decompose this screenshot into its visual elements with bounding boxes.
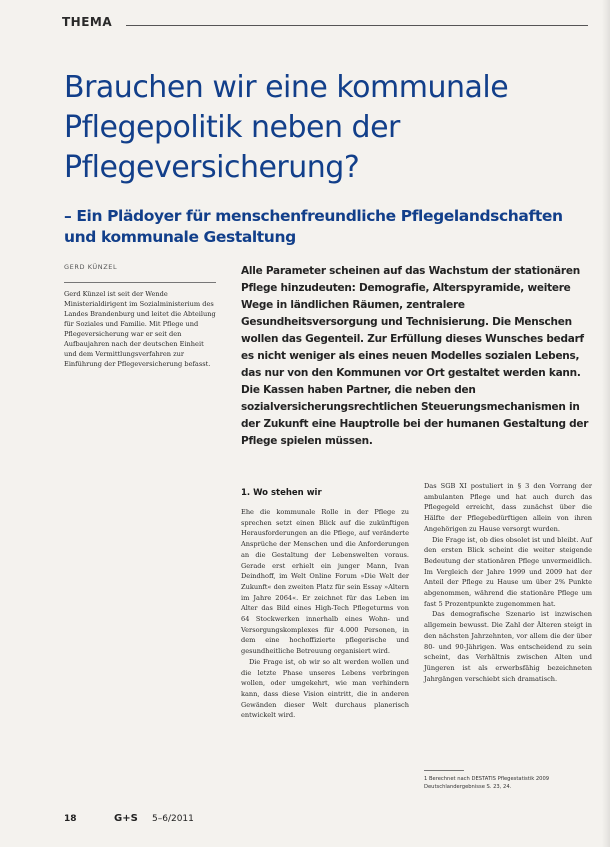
- header-rule: [126, 25, 588, 26]
- article-headline: Brauchen wir eine kommunale Pflegepolitik neben der Pflegeversicherung?: [64, 70, 509, 185]
- paragraph: Das SGB XI postuliert in § 3 den Vorrang der ambulanten Pflege und hat auch durch das Pflegegeld erreicht, dass zunächst über die Hälfte der Pflegebedürftigen allein von ihren Angehörigen zu Hause versorgt wurden.: [424, 482, 592, 533]
- text-column-left: [241, 507, 409, 721]
- scan-shadow: [602, 0, 610, 847]
- issue-number: 5–6/2011: [152, 814, 194, 824]
- page-number: 18: [64, 814, 77, 824]
- author-bio: Gerd Künzel ist seit der Wende Ministerialdirigent im Sozialministerium des Landes Brandenburg und leitet die Abteilung für Soziales und Familie. Mit Pflege und Pflegeversicherung war er seit den Aufbaujahren nach der deutschen Einheit und dem Vermittlungsverfahren zur Einführung der Pflegeversicherung befasst.: [64, 290, 216, 368]
- paragraph: Die Frage ist, ob wir so alt werden wollen und die letzte Phase unseres Lebens verbringen wollen, oder umgekehrt, wie man verhindern kann, dass diese Vision eintritt, die in anderen Gewänden dieser Welt durchaus planerisch entwickelt wird.: [241, 657, 409, 720]
- paragraph: Die Frage ist, ob dies obsolet ist und bleibt. Auf den ersten Blick scheint die weiter steigende Bedeutung der stationären Pflege unvermeidlich. Im Vergleich der Jahre 1999 und 2009 hat der Anteil der Pflege zu Hause um über 2% Punkte abgenommen, während die stationäre Pflege um fast 5 Prozentpunkte zugenommen hat.: [424, 535, 592, 608]
- author-name: GERD KÜNZEL: [64, 263, 118, 271]
- article-subheadline: – Ein Plädoyer für menschenfreundliche Pflegelandschaften und kommunale Gestaltung: [64, 207, 563, 246]
- article-teaser: Alle Parameter scheinen auf das Wachstum der stationären Pflege hinzudeuten: Demografie, Alterspyramide, weitere Wege in ländlichen Räumen, zentralere Gesundheitsversorgung und Technisierung. Die Menschen wollen das Gegenteil. Zur Erfüllung dieses Wunsches bedarf es nicht weniger als eines neuen Modelles sozialen Lebens, das nur von den Kommunen vor Ort gestaltet werden kann. Die Kassen haben Partner, die neben den sozialversicherungsrechtlichen Steuerungsmechanismen in der Zukunft eine Hauptrolle bei der humanen Gestaltung der Pflege spielen müssen.: [241, 265, 589, 447]
- paragraph: Ehe die kommunale Rolle in der Pflege zu sprechen setzt einen Blick auf die zukünftigen Herausforderungen an die Pflege, auf veränderte Ansprüche der Menschen und die Anforderungen an die Gestaltung der Lebenswelten voraus. Gerade erst erhielt ein junger Mann, Ivan Deindhoff, im Welt Online Forum »Die Welt der Zukunft« den zweiten Platz für sein Essay »Altern im Jahre 2064«. Er zeichnet für das Leben im Alter das Bild eines High-Tech Pflegeturms von 64 Stockwerken innerhalb eines Wohn- und Versorgungskomplexes für 4.000 Personen, in dem eine hochoffizierte pflegerische und gesundheitliche Betreuung organisiert wird.: [241, 508, 409, 656]
- section-label: THEMA: [62, 15, 113, 29]
- text-column-right: [424, 481, 592, 684]
- author-divider: [64, 282, 216, 283]
- journal-name: G+S: [114, 813, 138, 824]
- footnote: 1 Berechnet nach DESTATIS Pflegestatistik 2009 Deutschlandergebnisse S. 23, 24.: [424, 776, 550, 790]
- section-heading: 1. Wo stehen wir: [241, 488, 322, 498]
- footnote-divider: [424, 770, 464, 771]
- paragraph: Das demografische Szenario ist inzwischen allgemein bewusst. Die Zahl der Älteren steigt in den nächsten Jahrzehnten, vor allem die der über 80- und 90-Jährigen. Was entscheidend zu sein scheint, das Verhältnis zwischen Alten und Jüngeren ist als erwerbsfähig bezeichneten Jahrgängen verschiebt sich dramatisch.: [424, 610, 592, 683]
